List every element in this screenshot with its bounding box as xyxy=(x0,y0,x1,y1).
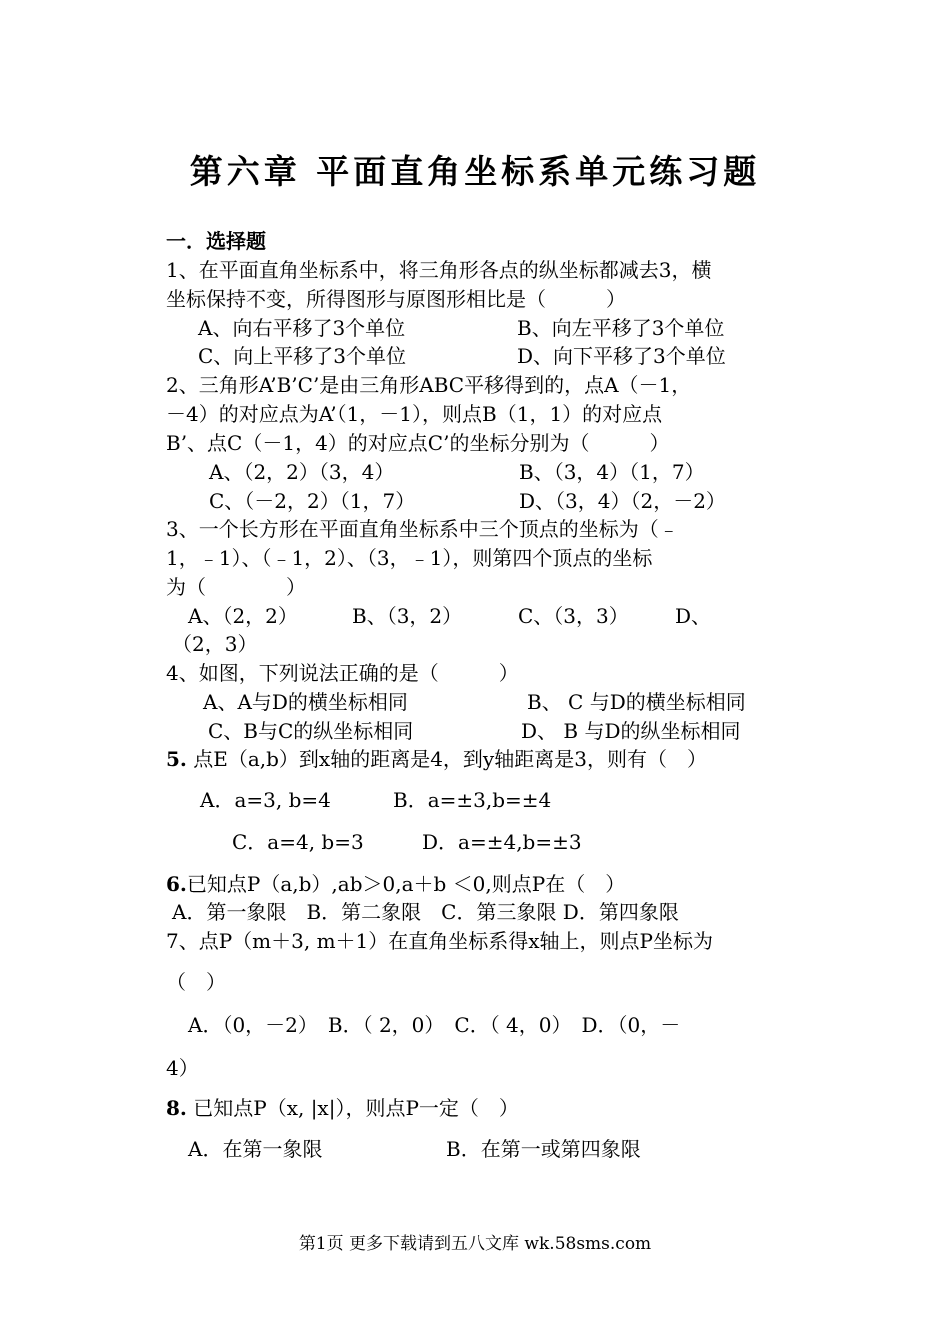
question-7-line-2: （ ） xyxy=(166,970,226,994)
question-5-option-d: D．a=±4,b=±3 xyxy=(422,830,582,854)
question-4-option-c: C、B与C的纵坐标相同 xyxy=(208,719,414,743)
question-3-option-c: C、（3，3） xyxy=(518,604,629,628)
question-5-option-a: A．a=3, b=4 xyxy=(200,788,331,812)
question-2-line-2: －4）的对应点为A’（1，－1），则点B（1，1）的对应点 xyxy=(166,402,663,426)
question-8-option-b: B．在第一或第四象限 xyxy=(446,1137,641,1161)
question-2-line-3: B’、点C（－1，4）的对应点C’的坐标分别为（ ） xyxy=(166,431,670,455)
question-5-option-c: C．a=4, b=3 xyxy=(232,830,364,854)
question-1-option-b: B、向左平移了3个单位 xyxy=(517,316,725,340)
question-1-line-2: 坐标保持不变，所得图形与原图形相比是（ ） xyxy=(166,287,626,311)
question-8-text: 已知点P（x, |x|），则点P一定（ ） xyxy=(186,1096,519,1120)
question-5-line-1 xyxy=(166,746,707,772)
question-6-number: 6. xyxy=(166,872,187,896)
question-2-line-1: 2、三角形A’B’C’是由三角形ABC平移得到的，点A（－1， xyxy=(166,373,692,397)
question-5-number: 5. xyxy=(166,747,187,771)
question-5-option-b: B．a=±3,b=±4 xyxy=(393,788,552,812)
section-heading: 一．选择题 xyxy=(166,229,266,253)
question-7-options-wrap: 4） xyxy=(166,1056,199,1080)
question-6-options: A．第一象限 B．第二象限 C．第三象限 D．第四象限 xyxy=(172,900,679,924)
question-2-option-a: A、（2，2）（3，4） xyxy=(209,460,395,484)
question-4-option-d: D、 B 与D的纵坐标相同 xyxy=(521,719,741,743)
question-6-line-1 xyxy=(166,871,625,897)
question-1-option-c: C、向上平移了3个单位 xyxy=(198,344,407,368)
question-5-text: 点E（a,b）到x轴的距离是4，到y轴距离是3，则有（ ） xyxy=(186,747,707,771)
page-title: 第六章 平面直角坐标系单元练习题 xyxy=(189,152,761,191)
question-3-option-d: D、 xyxy=(675,604,712,628)
question-3-option-b: B、（3，2） xyxy=(352,604,463,628)
page-footer: 第1页 更多下载请到五八文库 wk.58sms.com xyxy=(298,1234,652,1254)
question-2-option-d: D、（3，4）（2，－2） xyxy=(519,489,726,513)
question-1-line-1: 1、在平面直角坐标系中，将三角形各点的纵坐标都减去3，横 xyxy=(166,258,712,282)
question-3-line-2: 1，﹣1）、（﹣1，2）、（3，﹣1），则第四个顶点的坐标 xyxy=(166,546,653,570)
question-3-line-3: 为（ ） xyxy=(166,575,306,599)
question-3-line-1: 3、一个长方形在平面直角坐标系中三个顶点的坐标为（﹣ xyxy=(166,517,679,541)
question-7-options: A．（0，－2） B．（ 2，0） C．（ 4，0） D．（0，－ xyxy=(188,1013,681,1037)
question-1-option-a: A、向右平移了3个单位 xyxy=(198,316,406,340)
question-3-option-a: A、（2，2） xyxy=(188,604,298,628)
question-8-option-a: A．在第一象限 xyxy=(188,1137,323,1161)
question-6-text: 已知点P（a,b）,ab＞0,a＋b ＜0,则点P在（ ） xyxy=(186,872,626,896)
question-8-line-1 xyxy=(166,1095,519,1121)
question-7-line-1: 7、点P（m＋3, m＋1）在直角坐标系得x轴上，则点P坐标为 xyxy=(166,929,714,953)
question-4-option-b: B、 C 与D的横坐标相同 xyxy=(527,690,746,714)
question-4-line-1: 4、如图，下列说法正确的是（ ） xyxy=(166,661,519,685)
question-3-option-d-value: （2，3） xyxy=(172,632,258,656)
question-8-number: 8. xyxy=(166,1096,187,1120)
question-1-option-d: D、向下平移了3个单位 xyxy=(517,344,726,368)
question-2-option-c: C、（－2，2）（1，7） xyxy=(209,489,416,513)
question-4-option-a: A、A与D的横坐标相同 xyxy=(203,690,408,714)
question-2-option-b: B、（3，4）（1，7） xyxy=(519,460,705,484)
